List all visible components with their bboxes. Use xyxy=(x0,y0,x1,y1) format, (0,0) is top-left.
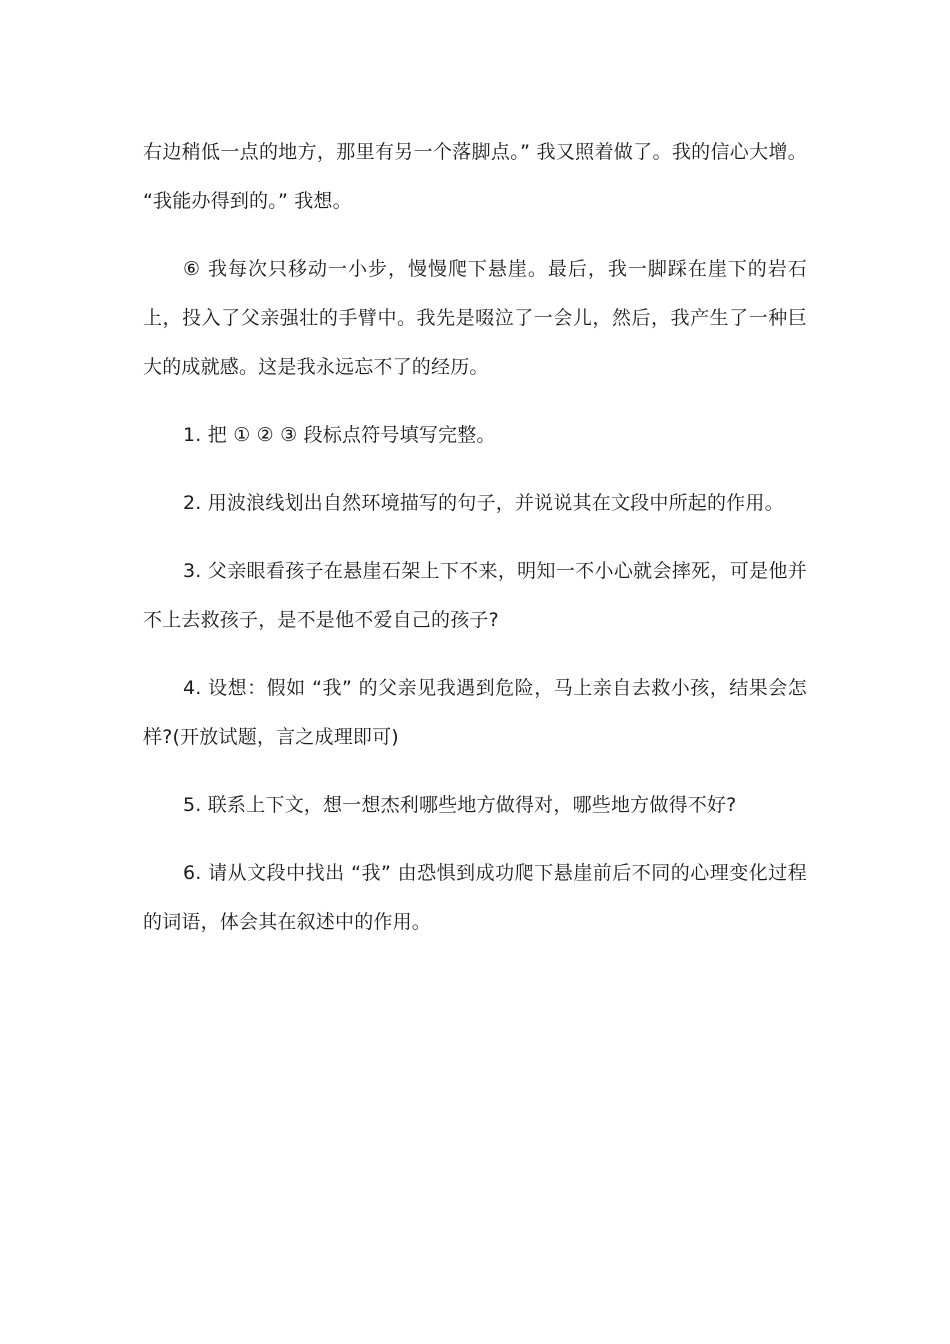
question-4: 4. 设想：假如 “我” 的父亲见我遇到危险，马上亲自去救小孩，结果会怎样?(开放试题，言之成理即可) xyxy=(143,677,807,748)
document-page xyxy=(143,128,807,947)
question-2: 2. 用波浪线划出自然环境描写的句子，并说说其在文段中所起的作用。 xyxy=(183,492,784,514)
question-1: 1. 把 ① ② ③ 段标点符号填写完整。 xyxy=(183,424,496,446)
question-6: 6. 请从文段中找出 “我” 由恐惧到成功爬下悬崖前后不同的心理变化过程的词语，体会其在叙述中的作用。 xyxy=(143,862,807,933)
story-paragraph-6: ⑥ 我每次只移动一小步，慢慢爬下悬崖。最后，我一脚踩在崖下的岩石上，投入了父亲强壮的手臂中。我先是啜泣了一会儿，然后，我产生了一种巨大的成就感。这是我永远忘不了的经历。 xyxy=(143,258,807,378)
story-paragraph-continuation: 右边稍低一点的地方，那里有另一个落脚点。” 我又照着做了。我的信心大增。 “我能办得到的。” 我想。 xyxy=(143,141,807,212)
question-5: 5. 联系上下文，想一想杰利哪些地方做得对，哪些地方做得不好? xyxy=(183,794,737,816)
question-3: 3. 父亲眼看孩子在悬崖石架上下不来，明知一不小心就会摔死，可是他并不上去救孩子，是不是他不爱自己的孩子? xyxy=(143,560,807,631)
